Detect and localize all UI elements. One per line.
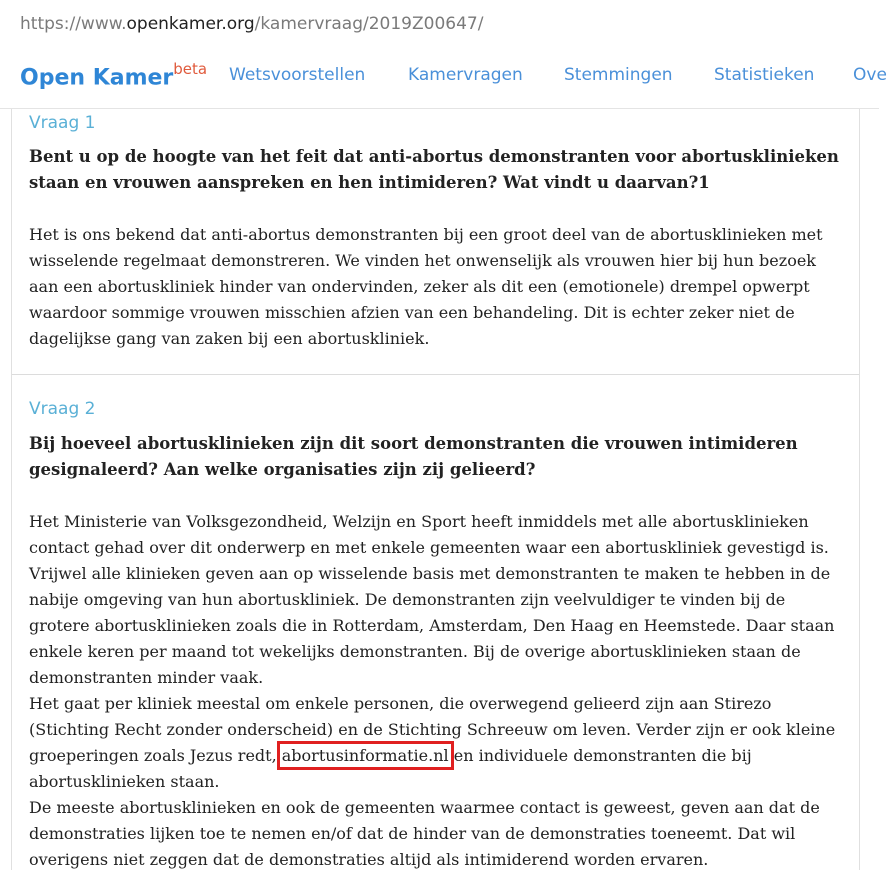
nav-link-statistieken[interactable]: Statistieken	[714, 65, 815, 85]
question-list	[11, 109, 860, 870]
url-domain: openkamer.org	[126, 14, 255, 34]
highlighted-link-abortusinformatie[interactable]: abortusinformatie.nl	[281, 746, 449, 765]
address-bar[interactable]	[0, 0, 879, 48]
url-prefix: https://www.	[20, 14, 127, 34]
nav-link-overflow[interactable]: Ove	[853, 65, 887, 85]
url-path: /kamervraag/2019Z00647/	[254, 14, 484, 34]
question-item	[12, 375, 859, 875]
top-navbar	[0, 48, 887, 109]
answer-text-segment: en individuele demonstranten die bij abortusklinieken staan.	[29, 746, 752, 791]
answer-paragraph	[29, 691, 844, 795]
question-label: Vraag 1	[29, 113, 96, 133]
question-label: Vraag 2	[29, 399, 96, 419]
question-item	[12, 109, 859, 375]
nav-link-wetsvoorstellen[interactable]: Wetsvoorstellen	[229, 65, 366, 85]
answer-text-segment: Het gaat per kliniek meestal om enkele personen, die overwegend gelieerd zijn aan Stirezo (Stichting Recht zonder onderscheid) en de Stichting Schreeuw om leven. Verder zijn er ook kleine groeperingen zoals Jezus redt,	[29, 694, 836, 765]
answer-paragraph: De meeste abortusklinieken en ook de gemeenten waarmee contact is geweest, geven aan dat de demonstraties lijken toe te nemen en/of dat de hinder van de demonstraties toeneemt. Dat wil overigens niet zeggen dat de demonstraties altijd als intimiderend worden ervaren.	[29, 798, 820, 869]
answer-paragraph: Het Ministerie van Volksgezondheid, Welzijn en Sport heeft inmiddels met alle abortusklinieken contact gehad over dit onderwerp en met enkele gemeenten waar een abortuskliniek gevestigd is. Vrijwel alle klinieken geven aan op wisselende basis met demonstranten te maken te hebben in de nabije omgeving van hun abortuskliniek. De demonstranten zijn veelvuldiger te vinden bij de grotere abortusklinieken zoals die in Rotterdam, Amsterdam, Den Haag en Heemstede. Daar staan enkele keren per maand tot wekelijks demonstranten. Bij de overige abortusklinieken staan de demonstranten minder vaak.	[29, 512, 835, 687]
brand-logo[interactable]	[20, 62, 207, 90]
answer-text	[29, 509, 844, 873]
nav-link-stemmingen[interactable]: Stemmingen	[564, 65, 673, 85]
question-text: Bij hoeveel abortusklinieken zijn dit soort demonstranten die vrouwen intimideren gesignaleerd? Aan welke organisaties zijn zij gelieerd?	[29, 434, 798, 479]
answer-text: Het is ons bekend dat anti-abortus demonstranten bij een groot deel van de abortusklinieken met wisselende regelmaat demonstreren. We vinden het onwenselijk als vrouwen hier bij hun bezoek aan een abortuskliniek hinder van ondervinden, zeker als dit een (emotionele) drempel opwerpt waardoor sommige vrouwen misschien afzien van een behandeling. Dit is echter zeker niet de dagelijkse gang van zaken bij een abortuskliniek.	[29, 225, 823, 348]
brand-beta-badge: beta	[173, 60, 208, 78]
brand-name: Open Kamer	[20, 65, 174, 91]
question-text: Bent u op de hoogte van het feit dat anti-abortus demonstranten voor abortusklinieken staan en vrouwen aanspreken en hen intimideren? Wat vindt u daarvan?1	[29, 147, 839, 192]
url-text[interactable]	[20, 14, 483, 34]
nav-link-kamervragen[interactable]: Kamervragen	[408, 65, 523, 85]
